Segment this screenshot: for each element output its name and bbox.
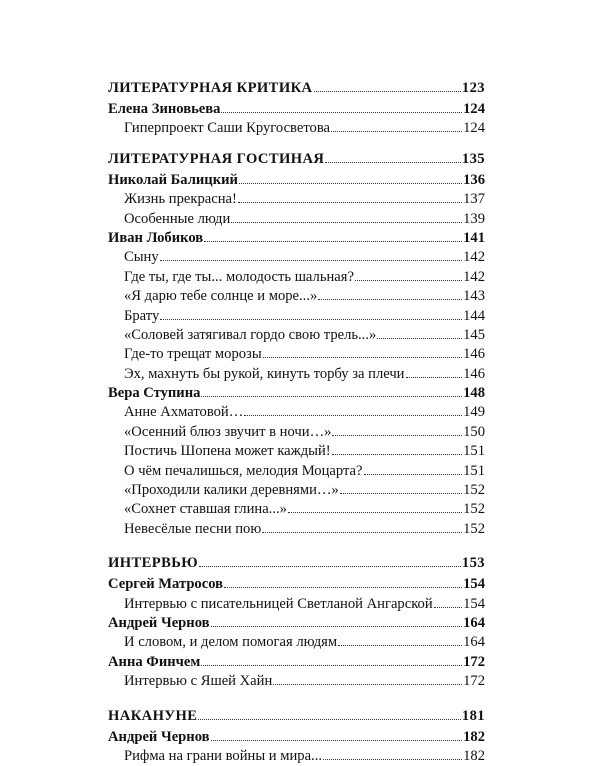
dot-leader bbox=[211, 626, 463, 627]
toc-entry-title: Сыну bbox=[124, 249, 159, 266]
toc-page-number: 143 bbox=[463, 288, 485, 305]
toc-author-title: Николай Балицкий bbox=[108, 171, 238, 188]
toc-section-row bbox=[108, 551, 485, 575]
toc-page-number: 137 bbox=[463, 191, 485, 208]
toc-entry-title: Постичь Шопена может каждый! bbox=[124, 443, 331, 460]
dot-leader bbox=[364, 474, 463, 475]
dot-leader bbox=[273, 684, 462, 685]
dot-leader bbox=[406, 377, 463, 378]
toc-entry-row bbox=[108, 672, 485, 691]
toc-entry-row bbox=[108, 442, 485, 461]
toc-author-row bbox=[108, 614, 485, 633]
dot-leader bbox=[262, 532, 462, 533]
toc-entry-title: «Проходили калики деревнями…» bbox=[124, 482, 339, 499]
toc-entry-title: Интервью с писательницей Светланой Ангарской bbox=[124, 595, 433, 612]
toc-page-number: 181 bbox=[461, 707, 485, 724]
dot-leader bbox=[224, 587, 462, 588]
toc-page-number: 164 bbox=[463, 634, 485, 651]
toc-entry-title: Невесёлые песни пою bbox=[124, 520, 262, 537]
toc-author-row bbox=[108, 171, 485, 190]
toc-entry-title: Эх, махнуть бы рукой, кинуть торбу за плечи bbox=[124, 365, 405, 382]
toc-page-number: 123 bbox=[461, 80, 485, 96]
toc-page-number: 144 bbox=[463, 307, 485, 324]
toc-page-number: 182 bbox=[463, 747, 485, 764]
toc-author-row bbox=[108, 100, 485, 119]
toc-entry-row bbox=[108, 462, 485, 481]
toc-page-number: 146 bbox=[463, 365, 485, 382]
toc-section-row bbox=[108, 147, 485, 171]
toc-entry-row bbox=[108, 307, 485, 326]
toc-page-number: 152 bbox=[463, 482, 485, 499]
toc-entry-row bbox=[108, 520, 485, 539]
toc-entry-title: «Сохнет ставшая глина...» bbox=[124, 501, 287, 518]
toc-entry-row bbox=[108, 633, 485, 652]
toc-entry-row bbox=[108, 119, 485, 138]
toc-entry-row bbox=[108, 287, 485, 306]
toc-entry-row bbox=[108, 481, 485, 500]
dot-leader bbox=[325, 162, 461, 163]
dot-leader bbox=[338, 645, 462, 646]
toc-author-row bbox=[108, 575, 485, 594]
toc-page-number: 152 bbox=[463, 501, 485, 518]
dot-leader bbox=[160, 260, 462, 261]
toc-section-title: ИНТЕРВЬЮ bbox=[108, 555, 199, 572]
dot-leader bbox=[221, 112, 462, 113]
dot-leader bbox=[314, 91, 461, 92]
dot-leader bbox=[434, 607, 462, 608]
toc-entry-row bbox=[108, 365, 485, 384]
section-spacer bbox=[108, 139, 485, 147]
toc-entry-title: Брату bbox=[124, 307, 160, 324]
dot-leader bbox=[204, 241, 462, 242]
toc-page-number: 148 bbox=[463, 385, 485, 402]
toc-entry-title: И словом, и делом помогая людям bbox=[124, 634, 338, 651]
toc-entry-title: Интервью с Яшей Хайн bbox=[124, 673, 273, 690]
toc-entry-row bbox=[108, 248, 485, 267]
toc-entry-title: Рифма на грани войны и мира... bbox=[124, 747, 322, 764]
toc-section-row bbox=[108, 76, 485, 100]
toc-entry-row bbox=[108, 595, 485, 614]
toc-author-title: Вера Ступина bbox=[108, 385, 201, 402]
toc-entry-title: Особенные люди bbox=[124, 210, 231, 227]
toc-author-row bbox=[108, 384, 485, 403]
toc-page-number: 164 bbox=[463, 614, 485, 631]
toc-page-number: 142 bbox=[463, 249, 485, 266]
toc-author-row bbox=[108, 653, 485, 672]
toc-page-number: 145 bbox=[463, 326, 485, 343]
dot-leader bbox=[199, 566, 461, 567]
toc-entry-title: «Осенний блюз звучит в ночи…» bbox=[124, 423, 332, 440]
toc-entry-row bbox=[108, 210, 485, 229]
dot-leader bbox=[201, 396, 462, 397]
toc-page-number: 182 bbox=[463, 728, 485, 745]
toc-author-title: Анна Финчем bbox=[108, 653, 201, 670]
toc-page-number: 139 bbox=[463, 210, 485, 227]
toc-page-number: 150 bbox=[463, 423, 485, 440]
toc-entry-title: Где ты, где ты... молодость шальная? bbox=[124, 268, 354, 285]
toc-page-number: 124 bbox=[463, 120, 485, 137]
dot-leader bbox=[332, 435, 462, 436]
dot-leader bbox=[238, 202, 462, 203]
toc-entry-title: Анне Ахматовой… bbox=[124, 404, 244, 421]
toc-entry-title: «Соловей затягивал гордо свою трель...» bbox=[124, 326, 377, 343]
toc-section-title: ЛИТЕРАТУРНАЯ ГОСТИНАЯ bbox=[108, 150, 325, 167]
dot-leader bbox=[318, 299, 462, 300]
toc-section-title: ЛИТЕРАТУРНАЯ КРИТИКА bbox=[108, 80, 313, 96]
toc-page-number: 149 bbox=[463, 404, 485, 421]
toc-author-title: Елена Зиновьева bbox=[108, 101, 221, 117]
dot-leader bbox=[211, 740, 463, 741]
toc-author-title: Сергей Матросов bbox=[108, 576, 224, 593]
toc-page-number: 142 bbox=[463, 268, 485, 285]
toc-page-number: 136 bbox=[463, 171, 485, 188]
dot-leader bbox=[201, 665, 462, 666]
toc-entry-title: О чём печалишься, мелодия Моцарта? bbox=[124, 462, 363, 479]
toc-entry-title: «Я дарю тебе солнце и море...» bbox=[124, 288, 318, 305]
dot-leader bbox=[160, 319, 462, 320]
section-spacer bbox=[108, 539, 485, 551]
dot-leader bbox=[231, 222, 462, 223]
toc-author-title: Андрей Чернов bbox=[108, 728, 210, 745]
dot-leader bbox=[323, 759, 462, 760]
toc-entry-row bbox=[108, 345, 485, 364]
toc-page-number: 146 bbox=[463, 346, 485, 363]
toc-entry-row bbox=[108, 403, 485, 422]
toc-page-number: 154 bbox=[463, 576, 485, 593]
toc-author-row bbox=[108, 229, 485, 248]
toc-entry-row bbox=[108, 423, 485, 442]
dot-leader bbox=[198, 719, 461, 720]
dot-leader bbox=[263, 357, 462, 358]
toc-author-title: Иван Лобиков bbox=[108, 229, 204, 246]
toc-entry-row bbox=[108, 500, 485, 519]
toc-entry-title: Где-то трещат морозы bbox=[124, 346, 262, 363]
toc-page-number: 154 bbox=[463, 595, 485, 612]
dot-leader bbox=[355, 280, 462, 281]
toc-page-number: 153 bbox=[461, 555, 485, 572]
section-spacer bbox=[108, 692, 485, 704]
toc-section-row bbox=[108, 704, 485, 728]
toc-entry-row bbox=[108, 190, 485, 209]
dot-leader bbox=[244, 415, 462, 416]
toc-page-number: 151 bbox=[463, 462, 485, 479]
toc-page-number: 152 bbox=[463, 520, 485, 537]
toc-entry-row bbox=[108, 326, 485, 345]
toc-page-number: 151 bbox=[463, 443, 485, 460]
toc-page-number: 135 bbox=[461, 150, 485, 167]
table-of-contents bbox=[108, 76, 485, 766]
toc-author-title: Андрей Чернов bbox=[108, 614, 210, 631]
dot-leader bbox=[239, 183, 462, 184]
dot-leader bbox=[288, 512, 462, 513]
toc-page-number: 124 bbox=[463, 101, 485, 117]
dot-leader bbox=[332, 454, 462, 455]
dot-leader bbox=[331, 131, 462, 132]
dot-leader bbox=[340, 493, 462, 494]
toc-page-number: 141 bbox=[463, 229, 485, 246]
toc-author-row bbox=[108, 728, 485, 747]
toc-section-title: НАКАНУНЕ bbox=[108, 707, 198, 724]
toc-entry-title: Жизнь прекрасна! bbox=[124, 191, 237, 208]
toc-page-number: 172 bbox=[463, 673, 485, 690]
toc-page-number: 172 bbox=[463, 653, 485, 670]
toc-entry-row bbox=[108, 268, 485, 287]
toc-entry-title: Гиперпроект Саши Кругосветова bbox=[124, 120, 331, 137]
dot-leader bbox=[377, 338, 462, 339]
